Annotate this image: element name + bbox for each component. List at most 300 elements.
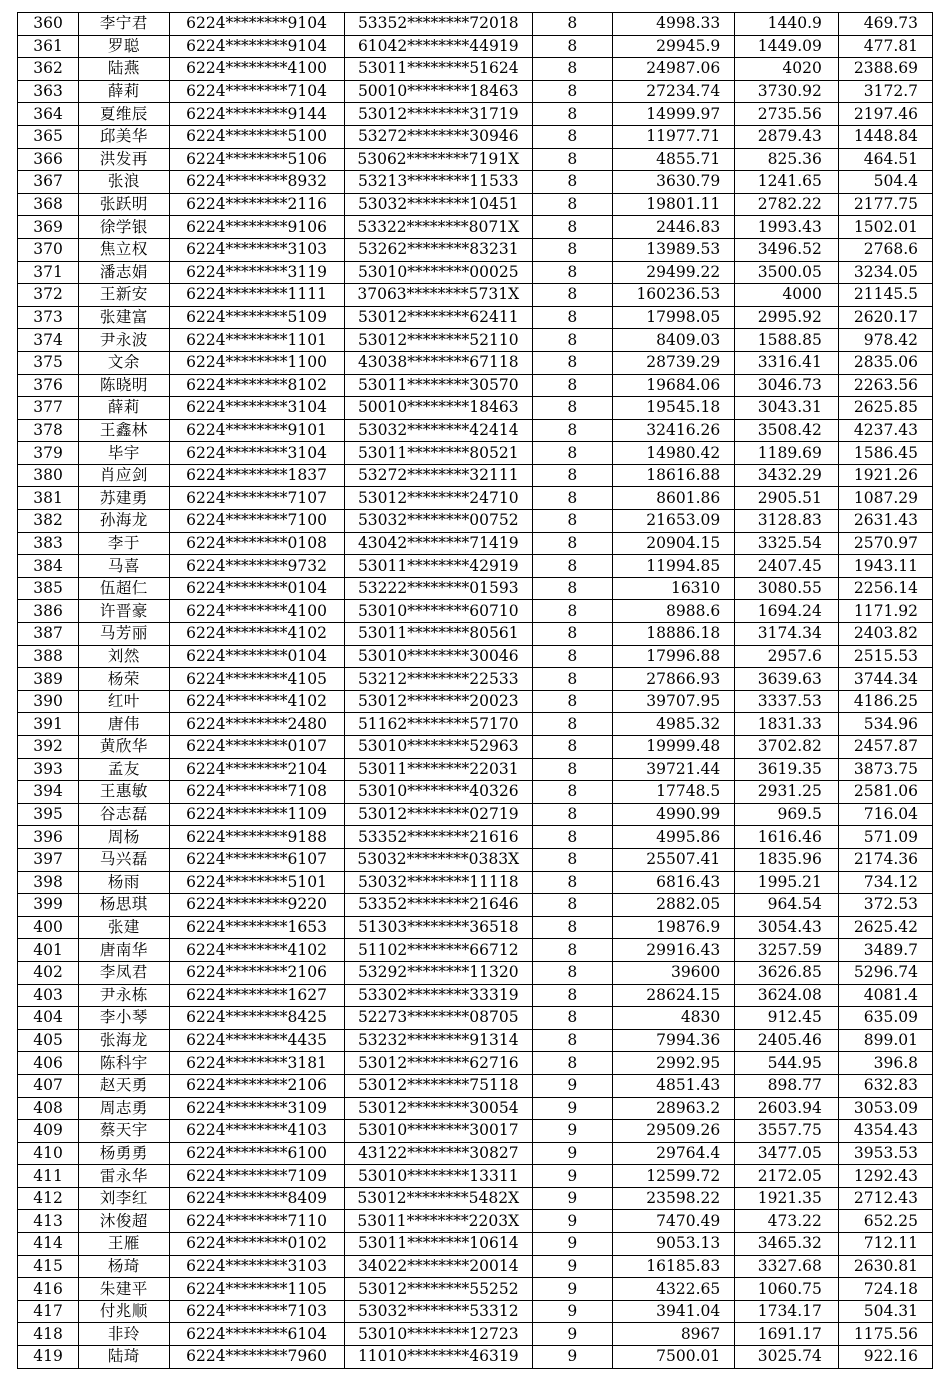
group-cell: 8 [532, 1007, 612, 1030]
group-cell: 8 [532, 284, 612, 307]
name-cell: 焦立权 [79, 238, 169, 261]
group-cell: 8 [532, 645, 612, 668]
row-number-cell: 401 [18, 939, 79, 962]
table-row [18, 1120, 933, 1143]
amount-b-cell: 1734.17 [735, 1300, 839, 1323]
amount-c-cell: 3172.7 [838, 80, 932, 103]
group-cell: 8 [532, 374, 612, 397]
amount-a-cell: 3630.79 [612, 171, 735, 194]
bank-card-cell: 6224********3104 [169, 397, 344, 420]
table-row [18, 103, 933, 126]
amount-b-cell: 2735.56 [735, 103, 839, 126]
bank-card-cell: 6224********5100 [169, 125, 344, 148]
amount-b-cell: 1694.24 [735, 600, 839, 623]
id-number-cell: 53012********30054 [344, 1097, 532, 1120]
name-cell: 非玲 [79, 1323, 169, 1346]
row-number-cell: 416 [18, 1278, 79, 1301]
table-row [18, 238, 933, 261]
amount-c-cell: 4354.43 [838, 1120, 932, 1143]
id-number-cell: 34022********20014 [344, 1255, 532, 1278]
row-number-cell: 364 [18, 103, 79, 126]
bank-card-cell: 6224********9144 [169, 103, 344, 126]
id-number-cell: 53011********42919 [344, 555, 532, 578]
amount-a-cell: 39600 [612, 961, 735, 984]
name-cell: 雷永华 [79, 1165, 169, 1188]
id-number-cell: 11010********46319 [344, 1346, 532, 1369]
row-number-cell: 365 [18, 125, 79, 148]
row-number-cell: 408 [18, 1097, 79, 1120]
group-cell: 9 [532, 1074, 612, 1097]
id-number-cell: 50010********18463 [344, 397, 532, 420]
table-row [18, 871, 933, 894]
group-cell: 8 [532, 193, 612, 216]
amount-c-cell: 2768.6 [838, 238, 932, 261]
name-cell: 唐伟 [79, 713, 169, 736]
id-number-cell: 53032********11118 [344, 871, 532, 894]
amount-c-cell: 922.16 [838, 1346, 932, 1369]
row-number-cell: 361 [18, 35, 79, 58]
group-cell: 8 [532, 510, 612, 533]
amount-b-cell: 2172.05 [735, 1165, 839, 1188]
amount-a-cell: 28739.29 [612, 351, 735, 374]
bank-card-cell: 6224********8425 [169, 1007, 344, 1030]
amount-a-cell: 7500.01 [612, 1346, 735, 1369]
amount-a-cell: 2882.05 [612, 894, 735, 917]
id-number-cell: 53010********00025 [344, 261, 532, 284]
table-row [18, 171, 933, 194]
name-cell: 李小琴 [79, 1007, 169, 1030]
table-row [18, 848, 933, 871]
bank-card-cell: 6224********4435 [169, 1029, 344, 1052]
name-cell: 赵天勇 [79, 1074, 169, 1097]
amount-c-cell: 978.42 [838, 329, 932, 352]
table-row [18, 826, 933, 849]
amount-c-cell: 534.96 [838, 713, 932, 736]
table-row [18, 961, 933, 984]
name-cell: 李宁君 [79, 13, 169, 36]
bank-card-cell: 6224********6100 [169, 1142, 344, 1165]
row-number-cell: 386 [18, 600, 79, 623]
bank-card-cell: 6224********3104 [169, 442, 344, 465]
amount-b-cell: 1440.9 [735, 13, 839, 36]
group-cell: 8 [532, 803, 612, 826]
row-number-cell: 366 [18, 148, 79, 171]
amount-b-cell: 3626.85 [735, 961, 839, 984]
name-cell: 周杨 [79, 826, 169, 849]
name-cell: 许晋豪 [79, 600, 169, 623]
name-cell: 李凤君 [79, 961, 169, 984]
bank-card-cell: 6224********1101 [169, 329, 344, 352]
id-number-cell: 53011********2203X [344, 1210, 532, 1233]
row-number-cell: 396 [18, 826, 79, 849]
table-row [18, 1052, 933, 1075]
table-row [18, 58, 933, 81]
group-cell: 8 [532, 306, 612, 329]
amount-b-cell: 3477.05 [735, 1142, 839, 1165]
amount-c-cell: 396.8 [838, 1052, 932, 1075]
amount-b-cell: 3257.59 [735, 939, 839, 962]
amount-a-cell: 8409.03 [612, 329, 735, 352]
bank-card-cell: 6224********1653 [169, 916, 344, 939]
table-row [18, 555, 933, 578]
bank-card-cell: 6224********1105 [169, 1278, 344, 1301]
amount-a-cell: 4995.86 [612, 826, 735, 849]
table-row [18, 397, 933, 420]
amount-b-cell: 3496.52 [735, 238, 839, 261]
amount-a-cell: 29945.9 [612, 35, 735, 58]
amount-b-cell: 3327.68 [735, 1255, 839, 1278]
amount-c-cell: 712.11 [838, 1233, 932, 1256]
amount-b-cell: 3054.43 [735, 916, 839, 939]
name-cell: 洪发再 [79, 148, 169, 171]
table-row [18, 35, 933, 58]
name-cell: 陆琦 [79, 1346, 169, 1369]
amount-b-cell: 2879.43 [735, 125, 839, 148]
amount-c-cell: 2630.81 [838, 1255, 932, 1278]
bank-card-cell: 6224********4102 [169, 690, 344, 713]
bank-card-cell: 6224********1837 [169, 464, 344, 487]
amount-a-cell: 4998.33 [612, 13, 735, 36]
row-number-cell: 405 [18, 1029, 79, 1052]
amount-c-cell: 2263.56 [838, 374, 932, 397]
name-cell: 张跃明 [79, 193, 169, 216]
amount-c-cell: 3744.34 [838, 668, 932, 691]
row-number-cell: 417 [18, 1300, 79, 1323]
amount-a-cell: 8601.86 [612, 487, 735, 510]
amount-a-cell: 19801.11 [612, 193, 735, 216]
amount-b-cell: 3316.41 [735, 351, 839, 374]
table-row [18, 736, 933, 759]
id-number-cell: 53010********60710 [344, 600, 532, 623]
table-row [18, 125, 933, 148]
amount-b-cell: 3325.54 [735, 532, 839, 555]
amount-b-cell: 1588.85 [735, 329, 839, 352]
amount-b-cell: 544.95 [735, 1052, 839, 1075]
row-number-cell: 391 [18, 713, 79, 736]
id-number-cell: 53352********21616 [344, 826, 532, 849]
bank-card-cell: 6224********4102 [169, 939, 344, 962]
amount-a-cell: 11994.85 [612, 555, 735, 578]
amount-c-cell: 899.01 [838, 1029, 932, 1052]
amount-b-cell: 3639.63 [735, 668, 839, 691]
amount-a-cell: 3941.04 [612, 1300, 735, 1323]
amount-c-cell: 2620.17 [838, 306, 932, 329]
group-cell: 8 [532, 961, 612, 984]
table-row [18, 1097, 933, 1120]
group-cell: 8 [532, 148, 612, 171]
amount-b-cell: 969.5 [735, 803, 839, 826]
group-cell: 8 [532, 80, 612, 103]
amount-b-cell: 2995.92 [735, 306, 839, 329]
name-cell: 杨雨 [79, 871, 169, 894]
amount-a-cell: 2446.83 [612, 216, 735, 239]
row-number-cell: 362 [18, 58, 79, 81]
amount-a-cell: 4985.32 [612, 713, 735, 736]
bank-card-cell: 6224********7100 [169, 510, 344, 533]
id-number-cell: 53032********0383X [344, 848, 532, 871]
group-cell: 9 [532, 1120, 612, 1143]
id-number-cell: 53012********31719 [344, 103, 532, 126]
amount-a-cell: 28624.15 [612, 984, 735, 1007]
amount-a-cell: 16310 [612, 577, 735, 600]
id-number-cell: 53032********10451 [344, 193, 532, 216]
name-cell: 薛莉 [79, 80, 169, 103]
bank-card-cell: 6224********2106 [169, 1074, 344, 1097]
amount-b-cell: 964.54 [735, 894, 839, 917]
amount-b-cell: 1060.75 [735, 1278, 839, 1301]
amount-c-cell: 477.81 [838, 35, 932, 58]
bank-card-cell: 6224********5106 [169, 148, 344, 171]
amount-b-cell: 2407.45 [735, 555, 839, 578]
bank-card-cell: 6224********4100 [169, 58, 344, 81]
amount-a-cell: 6816.43 [612, 871, 735, 894]
id-number-cell: 53352********72018 [344, 13, 532, 36]
group-cell: 8 [532, 713, 612, 736]
amount-c-cell: 2712.43 [838, 1187, 932, 1210]
id-number-cell: 53012********55252 [344, 1278, 532, 1301]
group-cell: 8 [532, 600, 612, 623]
table-row [18, 1300, 933, 1323]
amount-c-cell: 2256.14 [838, 577, 932, 600]
group-cell: 8 [532, 103, 612, 126]
amount-c-cell: 635.09 [838, 1007, 932, 1030]
table-row [18, 713, 933, 736]
row-number-cell: 394 [18, 781, 79, 804]
table-row [18, 532, 933, 555]
amount-b-cell: 3080.55 [735, 577, 839, 600]
amount-c-cell: 464.51 [838, 148, 932, 171]
table-row [18, 984, 933, 1007]
group-cell: 8 [532, 894, 612, 917]
payment-table [17, 12, 933, 1369]
id-number-cell: 53062********7191X [344, 148, 532, 171]
bank-card-cell: 6224********7109 [169, 1165, 344, 1188]
bank-card-cell: 6224********2480 [169, 713, 344, 736]
amount-c-cell: 2625.85 [838, 397, 932, 420]
table-row [18, 329, 933, 352]
row-number-cell: 376 [18, 374, 79, 397]
bank-card-cell: 6224********9732 [169, 555, 344, 578]
name-cell: 夏维辰 [79, 103, 169, 126]
group-cell: 8 [532, 171, 612, 194]
id-number-cell: 53232********91314 [344, 1029, 532, 1052]
name-cell: 张建富 [79, 306, 169, 329]
group-cell: 8 [532, 58, 612, 81]
table-row [18, 668, 933, 691]
amount-c-cell: 1502.01 [838, 216, 932, 239]
amount-c-cell: 3234.05 [838, 261, 932, 284]
amount-c-cell: 469.73 [838, 13, 932, 36]
bank-card-cell: 6224********4100 [169, 600, 344, 623]
amount-b-cell: 3508.42 [735, 419, 839, 442]
id-number-cell: 53032********53312 [344, 1300, 532, 1323]
row-number-cell: 393 [18, 758, 79, 781]
row-number-cell: 414 [18, 1233, 79, 1256]
bank-card-cell: 6224********3181 [169, 1052, 344, 1075]
amount-a-cell: 25507.41 [612, 848, 735, 871]
amount-a-cell: 8967 [612, 1323, 735, 1346]
table-row [18, 1029, 933, 1052]
id-number-cell: 53032********42414 [344, 419, 532, 442]
amount-c-cell: 1448.84 [838, 125, 932, 148]
amount-c-cell: 2631.43 [838, 510, 932, 533]
amount-b-cell: 3500.05 [735, 261, 839, 284]
table-row [18, 1074, 933, 1097]
table-row [18, 758, 933, 781]
row-number-cell: 395 [18, 803, 79, 826]
name-cell: 孙海龙 [79, 510, 169, 533]
id-number-cell: 53272********30946 [344, 125, 532, 148]
amount-a-cell: 21653.09 [612, 510, 735, 533]
amount-a-cell: 27234.74 [612, 80, 735, 103]
group-cell: 9 [532, 1346, 612, 1369]
row-number-cell: 413 [18, 1210, 79, 1233]
group-cell: 8 [532, 577, 612, 600]
table-row [18, 1187, 933, 1210]
id-number-cell: 51303********36518 [344, 916, 532, 939]
bank-card-cell: 6224********3103 [169, 1255, 344, 1278]
amount-a-cell: 4322.65 [612, 1278, 735, 1301]
id-number-cell: 61042********44919 [344, 35, 532, 58]
amount-c-cell: 4186.25 [838, 690, 932, 713]
row-number-cell: 382 [18, 510, 79, 533]
id-number-cell: 53352********21646 [344, 894, 532, 917]
id-number-cell: 53032********00752 [344, 510, 532, 533]
amount-b-cell: 2782.22 [735, 193, 839, 216]
amount-a-cell: 28963.2 [612, 1097, 735, 1120]
id-number-cell: 53012********62716 [344, 1052, 532, 1075]
id-number-cell: 53012********75118 [344, 1074, 532, 1097]
amount-a-cell: 7470.49 [612, 1210, 735, 1233]
id-number-cell: 53012********52110 [344, 329, 532, 352]
table-row [18, 1142, 933, 1165]
bank-card-cell: 6224********5101 [169, 871, 344, 894]
bank-card-cell: 6224********9106 [169, 216, 344, 239]
name-cell: 杨荣 [79, 668, 169, 691]
name-cell: 红叶 [79, 690, 169, 713]
table-row [18, 600, 933, 623]
bank-card-cell: 6224********7960 [169, 1346, 344, 1369]
bank-card-cell: 6224********0108 [169, 532, 344, 555]
amount-b-cell: 2603.94 [735, 1097, 839, 1120]
amount-c-cell: 4081.4 [838, 984, 932, 1007]
name-cell: 肖应剑 [79, 464, 169, 487]
table-row [18, 442, 933, 465]
amount-c-cell: 2388.69 [838, 58, 932, 81]
name-cell: 黄欣华 [79, 736, 169, 759]
amount-a-cell: 14999.97 [612, 103, 735, 126]
name-cell: 李于 [79, 532, 169, 555]
name-cell: 陈晓明 [79, 374, 169, 397]
bank-card-cell: 6224********4102 [169, 623, 344, 646]
amount-c-cell: 21145.5 [838, 284, 932, 307]
group-cell: 9 [532, 1187, 612, 1210]
row-number-cell: 403 [18, 984, 79, 1007]
amount-b-cell: 1616.46 [735, 826, 839, 849]
amount-c-cell: 5296.74 [838, 961, 932, 984]
row-number-cell: 379 [18, 442, 79, 465]
bank-card-cell: 6224********8409 [169, 1187, 344, 1210]
row-number-cell: 370 [18, 238, 79, 261]
group-cell: 9 [532, 1142, 612, 1165]
name-cell: 杨琦 [79, 1255, 169, 1278]
amount-c-cell: 4237.43 [838, 419, 932, 442]
group-cell: 8 [532, 442, 612, 465]
bank-card-cell: 6224********8102 [169, 374, 344, 397]
bank-card-cell: 6224********7108 [169, 781, 344, 804]
bank-card-cell: 6224********2104 [169, 758, 344, 781]
table-row [18, 916, 933, 939]
amount-b-cell: 2931.25 [735, 781, 839, 804]
row-number-cell: 367 [18, 171, 79, 194]
table-row [18, 803, 933, 826]
amount-c-cell: 2177.75 [838, 193, 932, 216]
amount-c-cell: 3053.09 [838, 1097, 932, 1120]
name-cell: 刘然 [79, 645, 169, 668]
amount-c-cell: 724.18 [838, 1278, 932, 1301]
row-number-cell: 390 [18, 690, 79, 713]
table-row [18, 894, 933, 917]
name-cell: 朱建平 [79, 1278, 169, 1301]
table-row [18, 1233, 933, 1256]
amount-b-cell: 3702.82 [735, 736, 839, 759]
group-cell: 8 [532, 532, 612, 555]
group-cell: 9 [532, 1097, 612, 1120]
id-number-cell: 53272********32111 [344, 464, 532, 487]
bank-card-cell: 6224********0104 [169, 645, 344, 668]
name-cell: 陆燕 [79, 58, 169, 81]
amount-a-cell: 17748.5 [612, 781, 735, 804]
bank-card-cell: 6224********6104 [169, 1323, 344, 1346]
amount-b-cell: 3174.34 [735, 623, 839, 646]
name-cell: 陈科宇 [79, 1052, 169, 1075]
group-cell: 8 [532, 1052, 612, 1075]
name-cell: 薛莉 [79, 397, 169, 420]
bank-card-cell: 6224********9188 [169, 826, 344, 849]
amount-c-cell: 2515.53 [838, 645, 932, 668]
amount-a-cell: 4990.99 [612, 803, 735, 826]
group-cell: 8 [532, 13, 612, 36]
bank-card-cell: 6224********6107 [169, 848, 344, 871]
bank-card-cell: 6224********3103 [169, 238, 344, 261]
row-number-cell: 392 [18, 736, 79, 759]
row-number-cell: 400 [18, 916, 79, 939]
group-cell: 8 [532, 939, 612, 962]
amount-b-cell: 473.22 [735, 1210, 839, 1233]
name-cell: 毕宇 [79, 442, 169, 465]
amount-a-cell: 9053.13 [612, 1233, 735, 1256]
amount-a-cell: 29916.43 [612, 939, 735, 962]
amount-c-cell: 504.31 [838, 1300, 932, 1323]
table-row [18, 1255, 933, 1278]
group-cell: 9 [532, 1233, 612, 1256]
table-row [18, 306, 933, 329]
amount-a-cell: 23598.22 [612, 1187, 735, 1210]
amount-a-cell: 8988.6 [612, 600, 735, 623]
amount-b-cell: 1921.35 [735, 1187, 839, 1210]
group-cell: 8 [532, 397, 612, 420]
bank-card-cell: 6224********9220 [169, 894, 344, 917]
row-number-cell: 419 [18, 1346, 79, 1369]
group-cell: 8 [532, 555, 612, 578]
amount-b-cell: 1995.21 [735, 871, 839, 894]
table-row [18, 284, 933, 307]
table-row [18, 1323, 933, 1346]
group-cell: 8 [532, 419, 612, 442]
bank-card-cell: 6224********1109 [169, 803, 344, 826]
name-cell: 马喜 [79, 555, 169, 578]
table-row [18, 261, 933, 284]
